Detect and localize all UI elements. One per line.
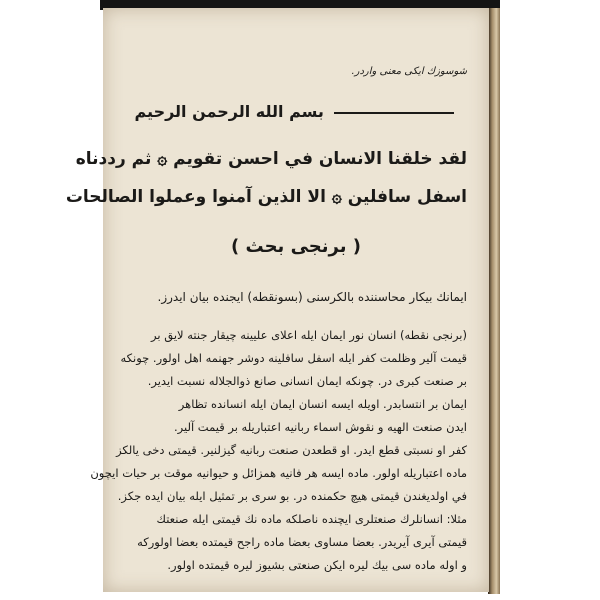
calligraphic-stroke [334, 112, 454, 114]
body-line-10: قيمتى آيرى آيريدر. بعضا مساوى بعضا ماده راجح قيمتده بعضا اولوركه [137, 535, 467, 549]
body-line-5: ايدن صنعت الهيه و نقوش اسماء ربانيه اعتباريله بر قيمت آلير. [173, 420, 467, 434]
quran-verse-line-2: اسفل سافلين ۞ الا الذين آمنوا وعملوا الصالحات [65, 187, 467, 207]
body-line-6: كفر او نسبتى قطع ايدر. او قطعدن صنعت ربانيه گيزلنير. قيمتى دخى يالكز [116, 443, 467, 457]
body-line-7: ماده اعتباريله اولور. ماده ايسه هر فانيه همزائل و حيوانيه موقت بر حيات ايچون [90, 466, 467, 480]
body-line-1: (برنجى نقطه) انسان نور ايمان ايله اعلاى عليينه چيقار جنته لايق بر [151, 328, 467, 342]
chapter-heading: ( برنجى بحث ) [231, 236, 361, 257]
body-line-4: ايمان بر انتسابدر. اويله ايسه انسان ايمان ايله انسانده تظاهر [178, 397, 467, 411]
body-line-2: قيمت آلير وظلمت كفر ايله اسفل سافلينه دوشر جهنمه اهل اولور. چونكه [120, 351, 467, 365]
book-edge [488, 8, 500, 594]
basmala-text: بسم الله الرحمن الرحيم [134, 102, 324, 121]
body-line-9: مثلا: انسانلرك صنعتلرى ايچنده ناصلكه ماده نك قيمتى ايله صنعتك [156, 512, 467, 526]
book-page [65, 8, 489, 592]
quran-verse-line-1: لقد خلقنا الانسان في احسن تقويم ۞ ثم رددناه [75, 149, 467, 169]
running-head: شوسوزك ايكى معنى واردر. [351, 66, 467, 77]
intro-line: ايمانك بيكار محاسننده بالكرسنى (بسونقطه) ايجنده بيان ايدرز. [157, 290, 467, 304]
basmala [123, 102, 469, 121]
body-line-11: و اوله ماده سى بيك ليره ايكن صنعتى بشيوز ليره قيمتده اولور. [167, 558, 467, 572]
body-line-8: في اولديغندن قيمتى هيچ حكمنده در. بو سرى بر تمثيل ايله بيان ايده جكز. [117, 489, 467, 503]
body-line-3: بر صنعت كبرى در. چونكه ايمان انسانى صانع ذوالجلاله نسبت ايدير. [147, 374, 467, 388]
